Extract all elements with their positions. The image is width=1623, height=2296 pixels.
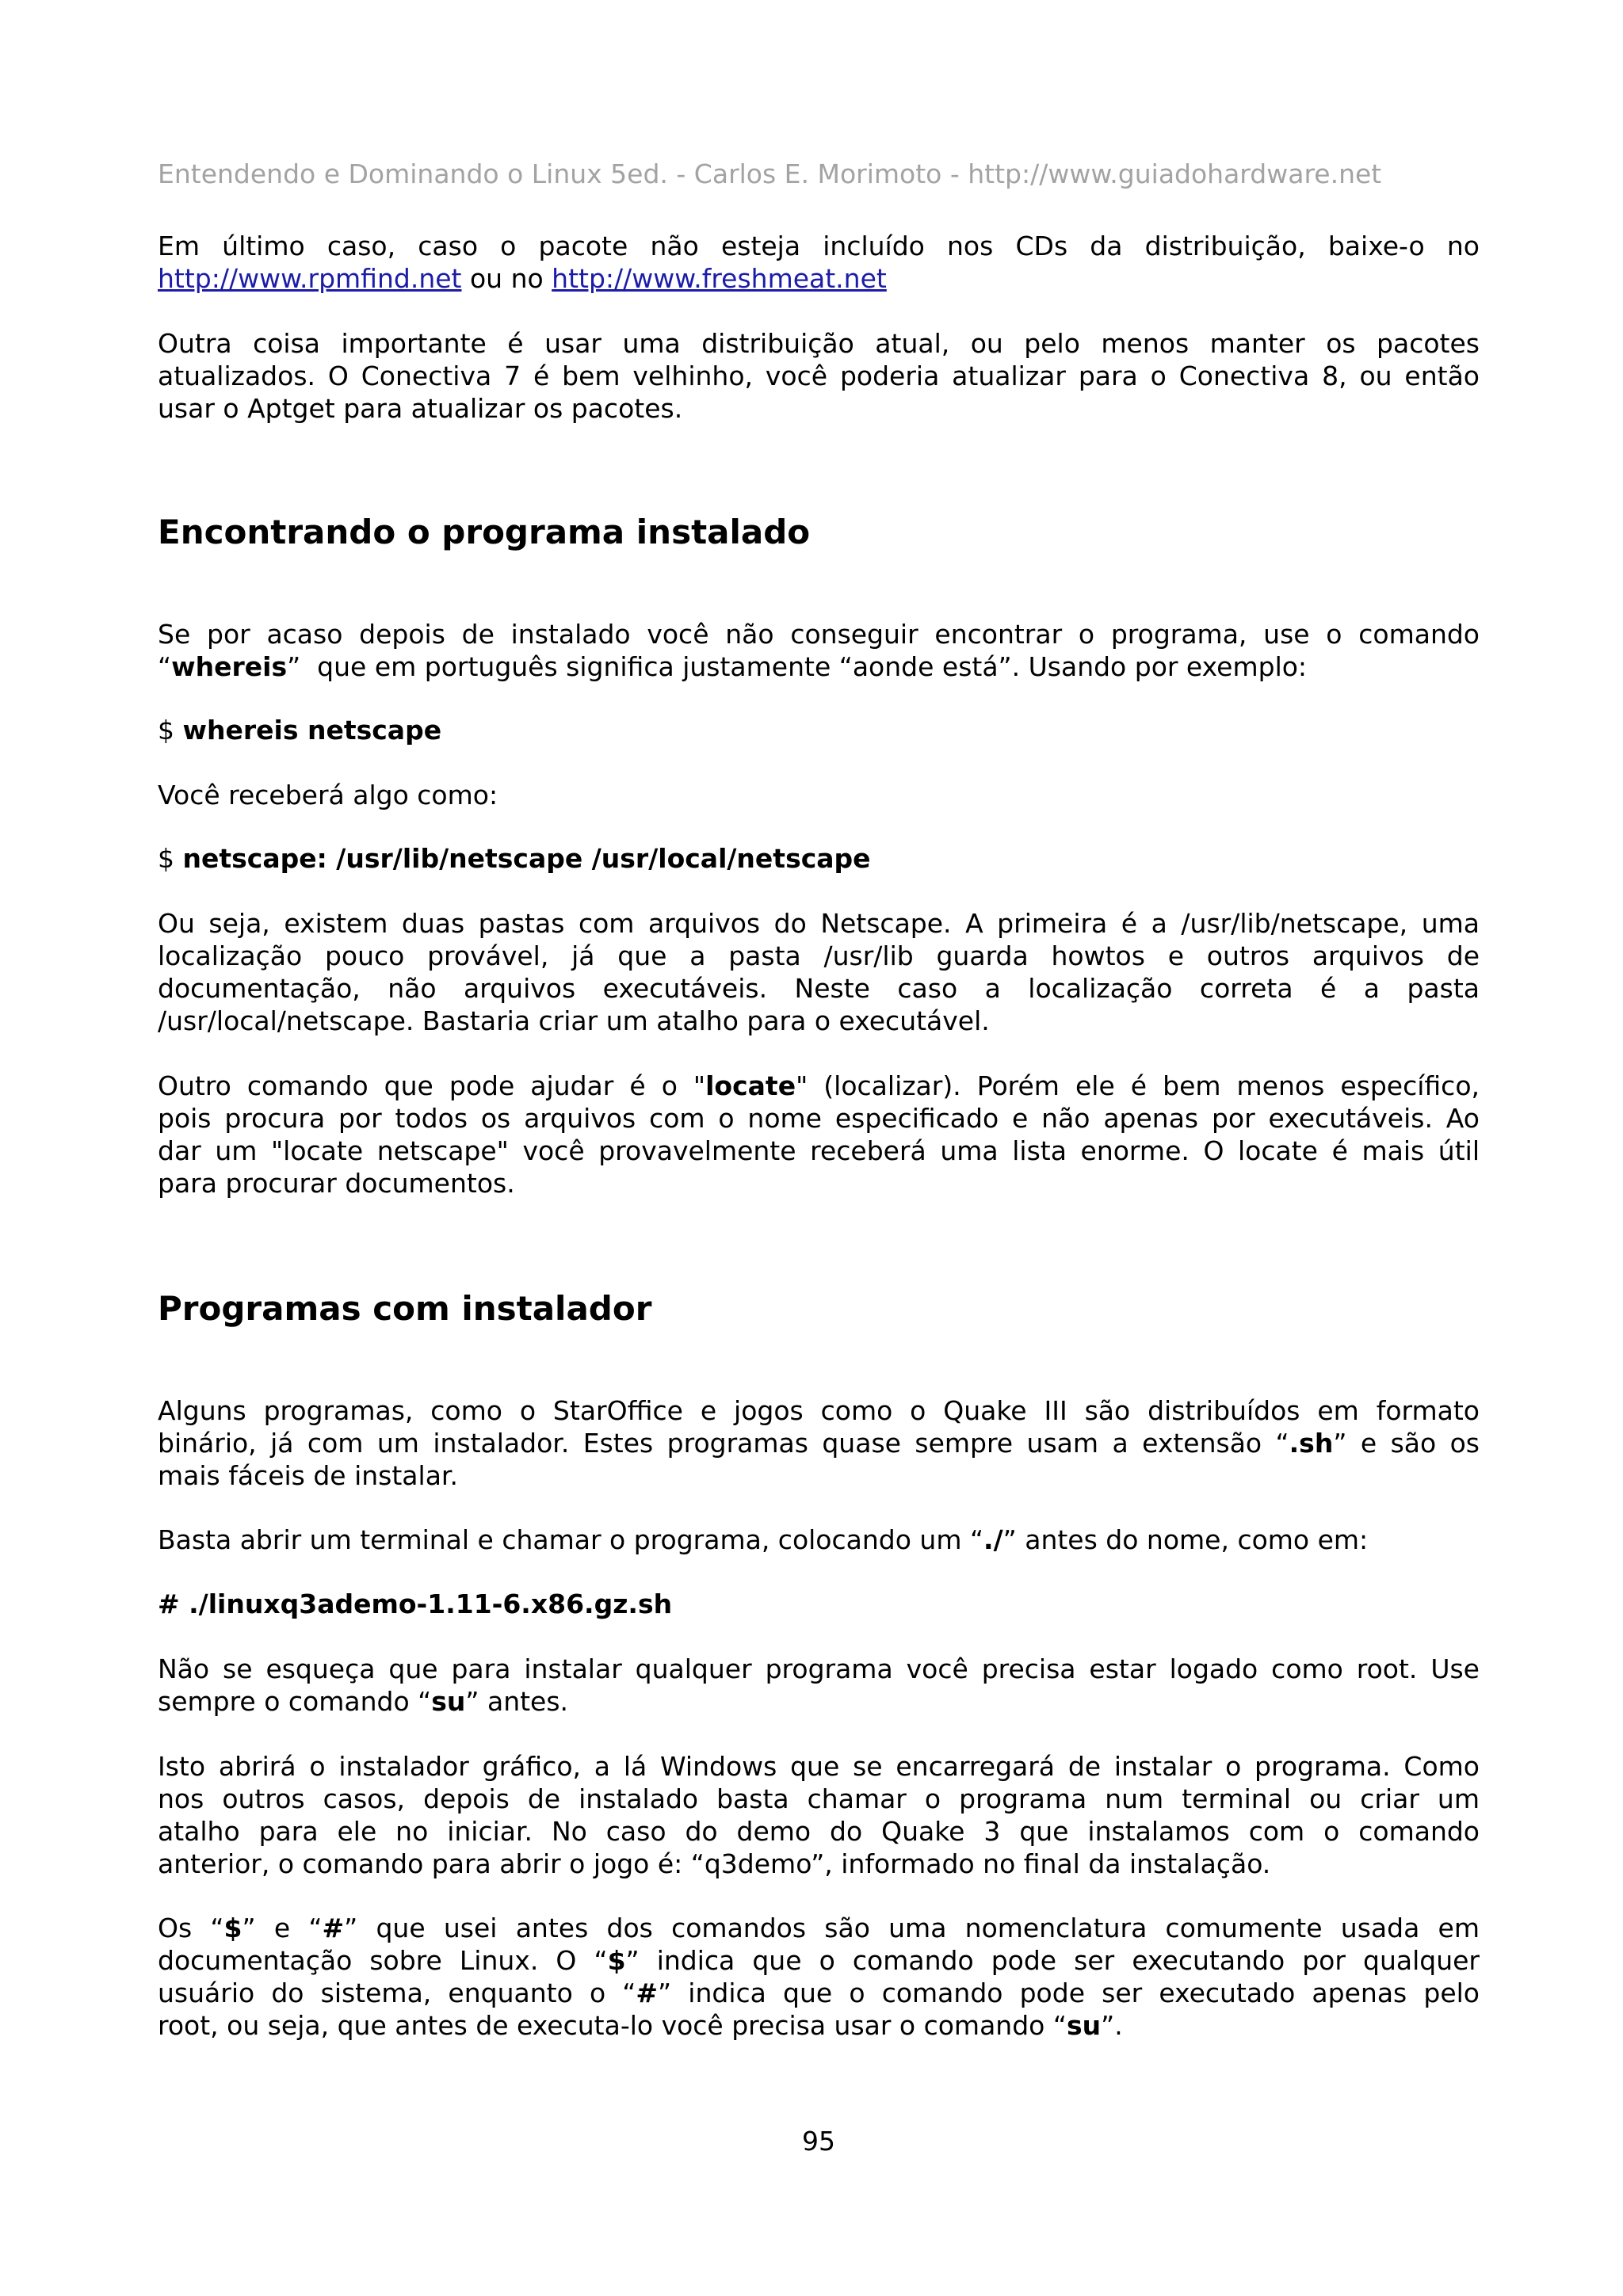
paragraph-run-installer xyxy=(158,1524,1480,1556)
section-heading-installer-programs: Programas com instalador xyxy=(158,1289,652,1328)
paragraph-download-sources xyxy=(158,230,1480,295)
bold-symbol: $ xyxy=(607,1945,626,1976)
text-segment: ” e “ xyxy=(242,1913,323,1943)
text-line xyxy=(158,1944,1480,1977)
rpmfind-link[interactable]: http://www.rpmfind.net xyxy=(158,263,462,294)
bold-symbol: $ xyxy=(223,1913,242,1943)
paragraph-locate-command xyxy=(158,1070,1480,1199)
text-line xyxy=(158,1912,1480,1944)
text-line: atalho para ele no iniciar. No caso do demo do Quake 3 que instalamos com o comando xyxy=(158,1816,1480,1847)
text-segment: documentação sobre Linux. O “ xyxy=(158,1945,608,1976)
text-line: usar o Aptget para atualizar os pacotes. xyxy=(158,393,683,424)
text-line: Se por acaso depois de instalado você não conseguir encontrar o programa, use o comando xyxy=(158,619,1480,650)
paragraph-whereis-intro xyxy=(158,618,1480,683)
text-line xyxy=(158,1977,1480,2009)
text-segment: ” indica que o comando pode ser executando por qualquer xyxy=(625,1945,1480,1976)
text-line: para procurar documentos. xyxy=(158,1168,515,1199)
text-line: dar um "locate netscape" você provavelmente receberá uma lista enorme. O locate é mais útil xyxy=(158,1135,1480,1166)
paragraph-output-intro: Você receberá algo como: xyxy=(158,780,498,810)
text-line: Isto abrirá o instalador gráfico, a lá Windows que se encarregará de instalar o programa. Como xyxy=(158,1751,1480,1782)
text-line: documentação, não arquivos executáveis. Neste caso a localização correta é a pasta xyxy=(158,973,1480,1004)
text-segment: " (localizar). Porém ele é bem menos específico, xyxy=(796,1070,1480,1101)
text-line: mais fáceis de instalar. xyxy=(158,1460,458,1491)
running-header: Entendendo e Dominando o Linux 5ed. - Carlos E. Morimoto - http://www.guiadohardware.net xyxy=(158,158,1382,189)
text-line: Outra coisa importante é usar uma distribuição atual, ou pelo menos manter os pacotes xyxy=(158,328,1480,359)
bold-path-prefix: ./ xyxy=(983,1524,1003,1555)
section-heading-finding-program: Encontrando o programa instalado xyxy=(158,513,811,551)
text-line xyxy=(158,262,1480,295)
command-text: netscape: /usr/lib/netscape /usr/local/netscape xyxy=(182,843,871,874)
command-text: whereis netscape xyxy=(182,715,442,746)
text-line: Ou seja, existem duas pastas com arquivos do Netscape. A primeira é a /usr/lib/netscape, uma xyxy=(158,908,1480,939)
text-segment: “ xyxy=(158,651,172,682)
bold-command-name: locate xyxy=(705,1070,796,1101)
text-segment: binário, já com um instalador. Estes programas quase sempre usam a extensão “ xyxy=(158,1428,1289,1459)
bold-symbol: # xyxy=(322,1913,345,1943)
bold-symbol: # xyxy=(636,1978,659,2008)
text-segment: ” e são os xyxy=(1333,1428,1480,1459)
text-line xyxy=(158,650,1480,683)
text-segment: ” que em português significa justamente “aonde está”. Usando por exemplo: xyxy=(287,651,1308,682)
bold-command-name: su xyxy=(1066,2010,1102,2041)
text-line: Alguns programas, como o StarOffice e jogos como o Quake III são distribuídos em formato xyxy=(158,1395,1480,1426)
text-segment: ” indica que o comando pode ser executado apenas pelo xyxy=(658,1978,1480,2008)
paragraph-root-login xyxy=(158,1653,1480,1718)
freshmeat-link[interactable]: http://www.freshmeat.net xyxy=(552,263,887,294)
paragraph-prompt-notation xyxy=(158,1912,1480,2042)
page-number: 95 xyxy=(802,2126,835,2157)
command-output-whereis xyxy=(158,842,1480,875)
text-segment: Os “ xyxy=(158,1913,224,1943)
text-segment: Outro comando que pode ajudar é o " xyxy=(158,1070,706,1101)
text-line: pois procura por todos os arquivos com o nome especificado e não apenas por executáveis. Ao xyxy=(158,1103,1480,1134)
bold-extension: .sh xyxy=(1289,1428,1334,1459)
paragraph-update-distribution xyxy=(158,327,1480,425)
text-segment: root, ou seja, que antes de executa-lo você precisa usar o comando “ xyxy=(158,2010,1067,2041)
paragraph-netscape-folders xyxy=(158,907,1480,1037)
text-line: localização pouco provável, já que a pasta /usr/lib guarda howtos e outros arquivos de xyxy=(158,940,1480,971)
text-line: Em último caso, caso o pacote não esteja incluído nos CDs da distribuição, baixe-o no xyxy=(158,231,1480,261)
text-segment: ” antes do nome, como em: xyxy=(1002,1524,1369,1555)
paragraph-graphical-installer xyxy=(158,1750,1480,1880)
text-line: nos outros casos, depois de instalado basta chamar o programa num terminal ou criar um xyxy=(158,1783,1480,1814)
paragraph-binary-installers xyxy=(158,1394,1480,1492)
text-line xyxy=(158,2009,1480,2042)
text-segment: ” antes. xyxy=(465,1686,569,1717)
text-line: atualizados. O Conectiva 7 é bem velhinho, você poderia atualizar para o Conectiva 8, ou então xyxy=(158,360,1480,391)
bold-command-name: whereis xyxy=(171,651,288,682)
text-segment: sempre o comando “ xyxy=(158,1686,432,1717)
text-segment: ou no xyxy=(461,263,552,294)
text-line xyxy=(158,1427,1480,1459)
prompt-symbol: $ xyxy=(158,843,183,874)
text-segment: ” que usei antes dos comandos são uma nomenclatura comumente usada em xyxy=(344,1913,1480,1943)
text-segment: ”. xyxy=(1101,2010,1123,2041)
prompt-symbol: $ xyxy=(158,715,183,746)
text-line: /usr/local/netscape. Bastaria criar um atalho para o executável. xyxy=(158,1005,990,1036)
text-segment: usuário do sistema, enquanto o “ xyxy=(158,1978,636,2008)
text-segment: Basta abrir um terminal e chamar o programa, colocando um “ xyxy=(158,1524,984,1555)
text-line xyxy=(158,1685,1480,1718)
bold-command-name: su xyxy=(431,1686,466,1717)
command-example-installer: # ./linuxq3ademo-1.11-6.x86.gz.sh xyxy=(158,1589,673,1619)
text-line xyxy=(158,1070,1480,1102)
command-example-whereis xyxy=(158,714,1480,746)
text-line: anterior, o comando para abrir o jogo é: “q3demo”, informado no final da instalação. xyxy=(158,1848,1271,1879)
text-line: Não se esqueça que para instalar qualquer programa você precisa estar logado como root. Use xyxy=(158,1653,1480,1684)
